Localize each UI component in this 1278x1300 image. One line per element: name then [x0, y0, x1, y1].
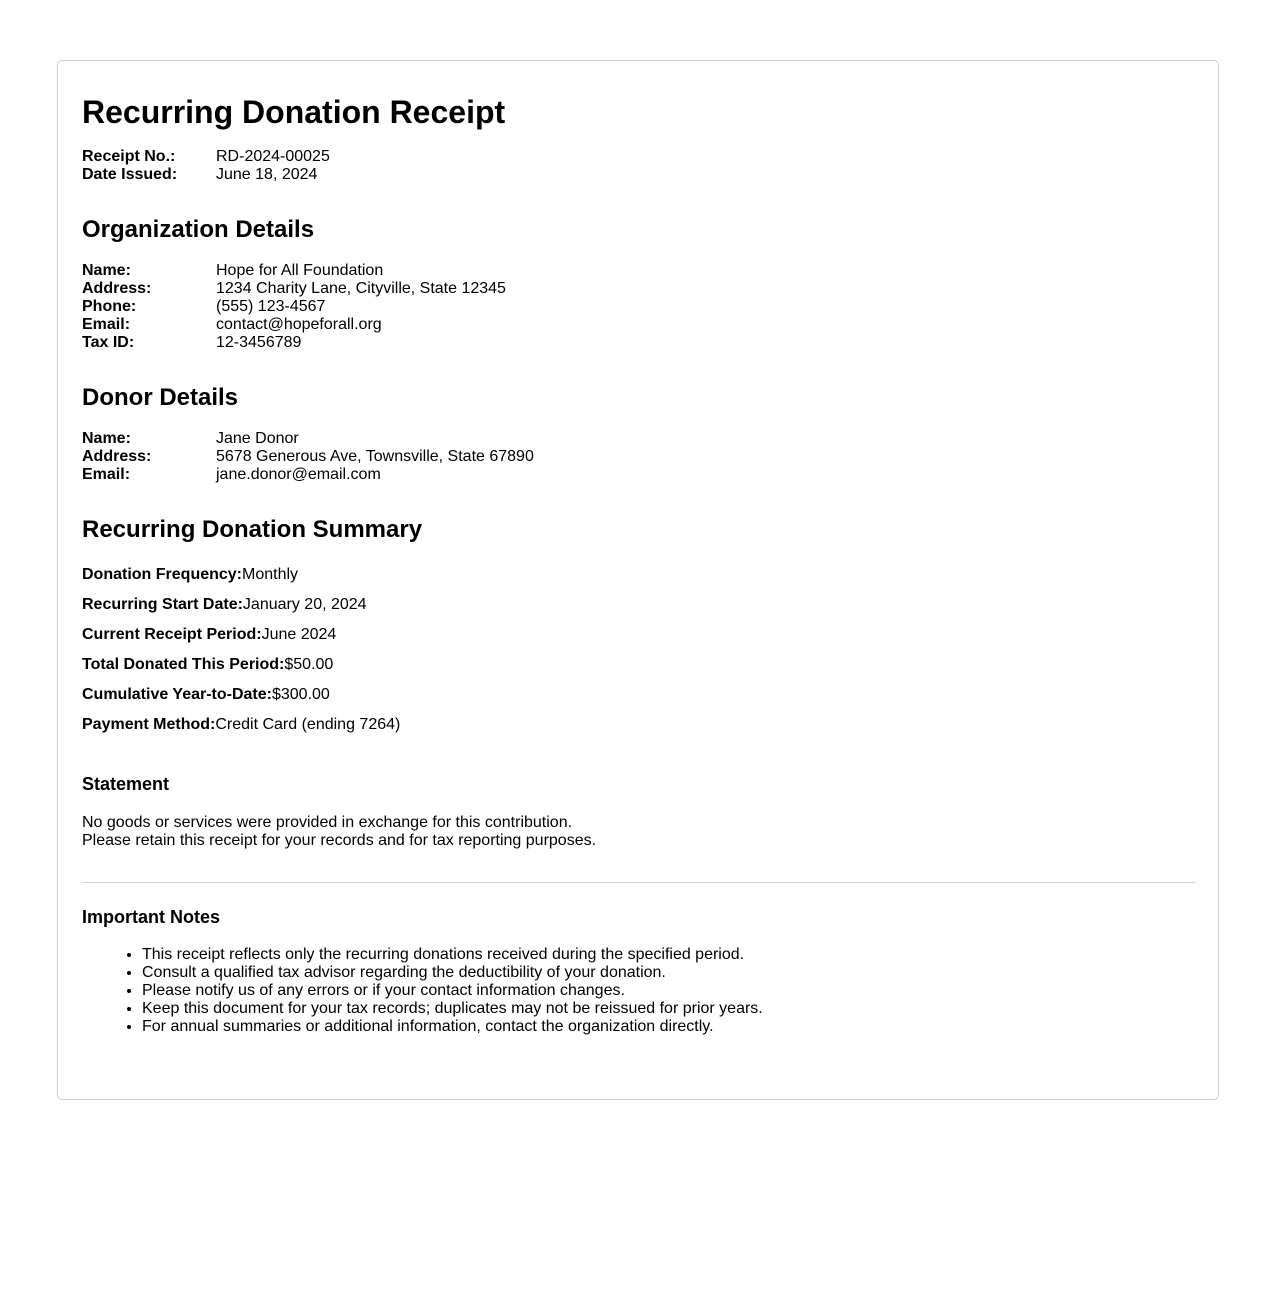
list-item: • For annual summaries or additional information, contact the organization directly. [142, 1018, 763, 1036]
receipt-card [57, 60, 1219, 1100]
receipt-period-row [82, 626, 400, 656]
payment-method-label: Payment Method: [82, 716, 216, 733]
statement-line: No goods or services were provided in exchange for this contribution. [82, 814, 573, 831]
divider [82, 882, 1196, 883]
date-issued-value: June 18, 2024 [216, 166, 318, 183]
org-address-value: 1234 Charity Lane, Cityville, State 12345 [216, 280, 506, 297]
organization-details [82, 262, 506, 352]
receipt-number-label: Receipt No.: [82, 148, 176, 165]
donor-name-label: Name: [82, 430, 131, 447]
receipt-period-value: June 2024 [261, 626, 337, 643]
period-total-label: Total Donated This Period: [82, 656, 285, 673]
org-tax-id-label: Tax ID: [82, 334, 135, 351]
list-item: • Keep this document for your tax records; duplicates may not be reissued for prior years. [142, 1000, 763, 1018]
list-item: • Please notify us of any errors or if your contact information changes. [142, 982, 763, 1000]
receipt-number-value: RD-2024-00025 [216, 148, 330, 165]
notes-list [118, 946, 763, 1036]
statement-line: Please retain this receipt for your records and for tax reporting purposes. [82, 832, 597, 849]
org-phone-label: Phone: [82, 298, 137, 315]
date-issued-row [82, 166, 330, 184]
list-item: • This receipt reflects only the recurring donations received during the specified period. [142, 946, 763, 964]
org-name-value: Hope for All Foundation [216, 262, 384, 279]
ytd-total-row [82, 686, 400, 716]
donor-address-label: Address: [82, 448, 152, 465]
summary-heading: Recurring Donation Summary [82, 516, 423, 543]
period-total-value: $50.00 [284, 656, 334, 673]
list-item: • Consult a qualified tax advisor regarding the deductibility of your donation. [142, 964, 763, 982]
start-date-label: Recurring Start Date: [82, 596, 243, 613]
frequency-value: Monthly [242, 566, 299, 583]
donor-name-value: Jane Donor [216, 430, 299, 447]
statement-text [82, 814, 596, 850]
donor-email-label: Email: [82, 466, 131, 483]
payment-method-value: Credit Card (ending 7264) [215, 716, 401, 733]
receipt-number-row [82, 148, 330, 166]
org-email-row [82, 316, 506, 334]
receipt-meta [82, 148, 330, 184]
donor-email-value: jane.donor@email.com [216, 466, 381, 483]
org-email-value: contact@hopeforall.org [216, 316, 382, 333]
donor-email-row [82, 466, 534, 484]
donor-address-value: 5678 Generous Ave, Townsville, State 67890 [216, 448, 534, 465]
ytd-total-value: $300.00 [271, 686, 330, 703]
donor-details [82, 430, 534, 484]
frequency-label: Donation Frequency: [82, 566, 243, 583]
start-date-row [82, 596, 400, 626]
period-total-row [82, 656, 400, 686]
org-phone-value: (555) 123-4567 [216, 298, 326, 315]
organization-heading: Organization Details [82, 216, 315, 243]
donor-heading: Donor Details [82, 384, 239, 411]
date-issued-label: Date Issued: [82, 166, 178, 183]
frequency-row [82, 566, 400, 596]
org-phone-row [82, 298, 506, 316]
receipt-period-label: Current Receipt Period: [82, 626, 262, 643]
org-address-label: Address: [82, 280, 152, 297]
ytd-total-label: Cumulative Year-to-Date: [82, 686, 272, 703]
payment-method-row [82, 716, 400, 746]
notes-heading: Important Notes [82, 907, 221, 927]
org-email-label: Email: [82, 316, 131, 333]
donation-summary [82, 566, 400, 746]
org-tax-id-value: 12-3456789 [216, 334, 302, 351]
donor-address-row [82, 448, 534, 466]
donor-name-row [82, 430, 534, 448]
org-name-label: Name: [82, 262, 131, 279]
org-address-row [82, 280, 506, 298]
statement-heading: Statement [82, 774, 170, 794]
page-title: Recurring Donation Receipt [82, 94, 506, 130]
org-name-row [82, 262, 506, 280]
org-tax-id-row [82, 334, 506, 352]
start-date-value: January 20, 2024 [242, 596, 367, 613]
